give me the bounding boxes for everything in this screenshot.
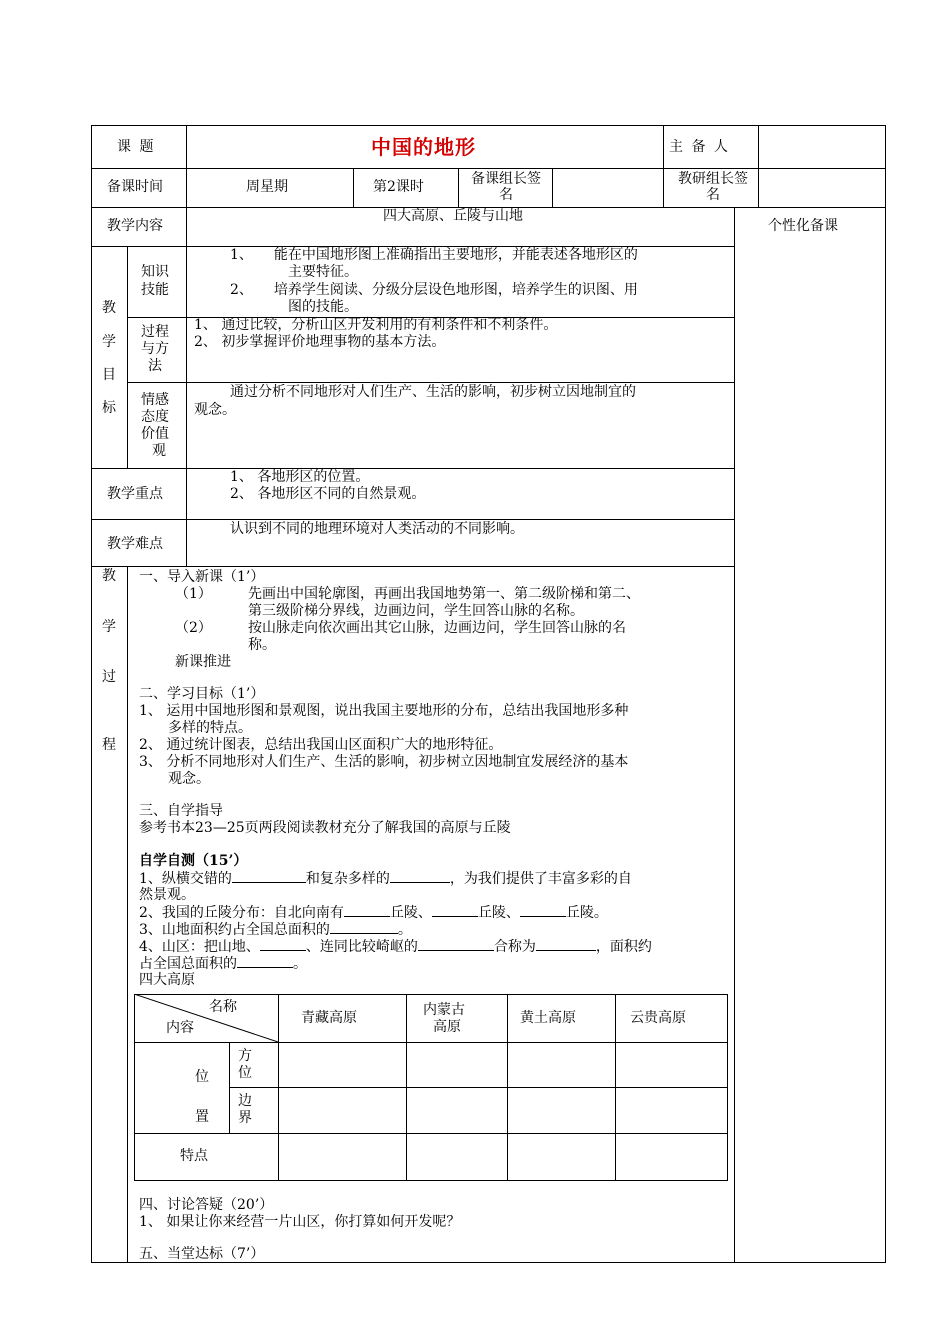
content-label: 教学内容 bbox=[107, 218, 163, 234]
group-leader-label: 备课组长签名 bbox=[471, 171, 541, 203]
content-value: 四大高原、丘陵与山地 bbox=[383, 208, 523, 224]
preparer-label: 主 备 人 bbox=[669, 139, 730, 155]
question-1: 1、纵横交错的 和复杂多样的 ，为我们提供了丰富多彩的自 bbox=[139, 871, 632, 887]
objectives-title: 二、学习目标（1’） bbox=[139, 686, 265, 702]
page-title: 中国的地形 bbox=[371, 135, 476, 159]
corner-name: 名称 bbox=[209, 999, 237, 1015]
corner-content: 内容 bbox=[166, 1020, 194, 1036]
difficulty-label: 教学难点 bbox=[107, 536, 163, 552]
research-leader-label: 教研组长签名 bbox=[678, 171, 748, 203]
week-label: 周星期 bbox=[246, 179, 288, 195]
question-2: 2、我国的丘陵分布：自北向南有 丘陵、 丘陵、 丘陵。 bbox=[139, 905, 608, 921]
period-label: 第2课时 bbox=[373, 179, 424, 195]
col-huangtu: 黄土高原 bbox=[520, 1010, 576, 1026]
sub-direction: 方 bbox=[238, 1048, 252, 1064]
col-yungui: 云贵高原 bbox=[630, 1010, 686, 1026]
plateau-title: 四大高原 bbox=[139, 972, 195, 988]
key-points-label: 教学重点 bbox=[107, 486, 163, 502]
discussion-title: 四、讨论答疑（20’） bbox=[139, 1197, 274, 1213]
self-test-title: 自学自测（15’） bbox=[139, 853, 248, 869]
diagonal-header-line bbox=[134, 994, 279, 1042]
question-4: 4、山区：把山地、 、连同比较崎岖的 合称为 ，面积约 bbox=[139, 939, 652, 955]
sub-border: 边 bbox=[238, 1093, 252, 1109]
difficulty-text: 认识到不同的地理环境对人类活动的不同影响。 bbox=[230, 521, 524, 537]
personal-label: 个性化备课 bbox=[768, 218, 838, 234]
self-study-title: 三、自学指导 bbox=[139, 803, 223, 819]
time-label: 备课时间 bbox=[107, 179, 163, 195]
practice-title: 五、当堂达标（7’） bbox=[139, 1246, 265, 1262]
row-position: 位 bbox=[195, 1069, 209, 1085]
question-3: 3、山地面积约占全国总面积的 。 bbox=[139, 922, 412, 938]
row-feature: 特点 bbox=[180, 1148, 208, 1164]
col-neimenggu: 内蒙古 bbox=[423, 1002, 465, 1018]
col-qingzang: 青藏高原 bbox=[301, 1010, 357, 1026]
topic-label: 课 题 bbox=[117, 139, 156, 155]
intro-title: 一、导入新课（1’） bbox=[139, 569, 265, 585]
